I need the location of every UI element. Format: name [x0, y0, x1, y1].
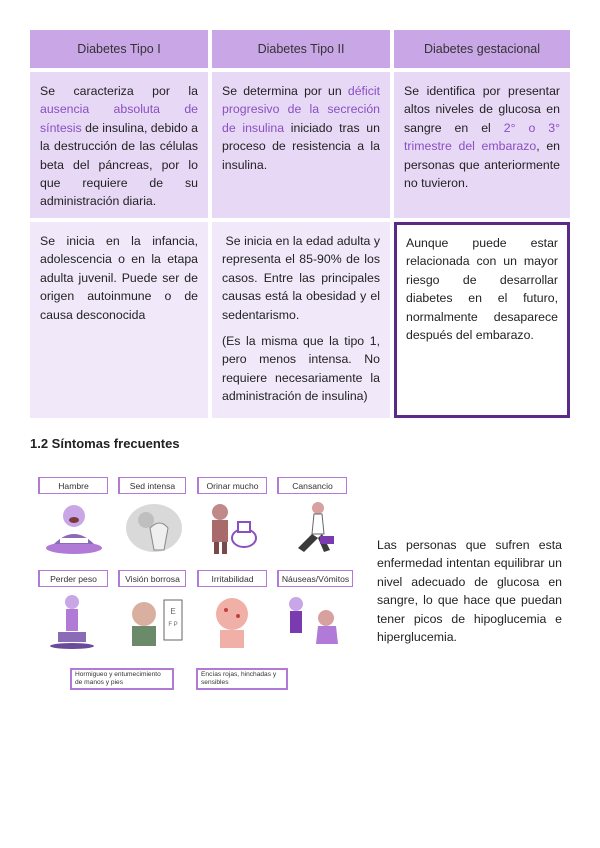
- table-row-onset: [30, 222, 570, 418]
- cell-gestacional-definition: Se identifica por presentar altos niveles de glucosa en sangre en el 2° o 3° trimestre del embarazo, en personas que anteriormente no tuvieron.: [394, 72, 570, 218]
- svg-text:F P: F P: [168, 622, 178, 628]
- table-header-row: [30, 30, 570, 68]
- cell-tipo-1-definition: Se caracteriza por la ausencia absoluta de síntesis de insulina, debido a la destrucción de las células beta del páncreas, por lo que requiere de su administración diaria.: [30, 72, 208, 218]
- highlight-text: ausencia absoluta de síntesis: [40, 102, 198, 135]
- blurred-vision-illustration-icon: [120, 592, 188, 650]
- highlight-text: 2° o 3° trimestre del embarazo: [404, 120, 561, 154]
- section-title: 1.2 Síntomas frecuentes: [30, 436, 180, 451]
- cell-gestacional-onset: Aunque puede estar relacionada con un mayor riesgo de desarrollar diabetes en el futuro, normalmente desaparece después del embarazo.: [394, 222, 570, 418]
- hunger-illustration-icon: [40, 498, 108, 556]
- tipo-2-note: (Es la misma que la tipo 1, pero menos intensa. No requiere necesariamente la administración de insulina): [222, 334, 380, 404]
- symptom-label-hambre: Hambre: [38, 477, 108, 494]
- table-row-definition: [30, 72, 570, 218]
- thirst-illustration-icon: [120, 498, 188, 556]
- nausea-illustration-icon: [278, 592, 346, 650]
- symptom-label-irritabilidad: Irritabilidad: [197, 570, 267, 587]
- symptom-label-hormigueo: Hormigueo y entumecimiento de manos y pies: [70, 668, 174, 690]
- header-gestacional: Diabetes gestacional: [394, 30, 570, 68]
- header-tipo-1: Diabetes Tipo I: [30, 30, 208, 68]
- symptom-label-cansancio: Cansancio: [277, 477, 347, 494]
- symptom-label-orinar: Orinar mucho: [197, 477, 267, 494]
- irritability-illustration-icon: [198, 592, 266, 650]
- svg-text:E: E: [170, 607, 176, 616]
- weight-loss-illustration-icon: [40, 592, 108, 650]
- symptom-label-sed: Sed intensa: [118, 477, 186, 494]
- header-tipo-2: Diabetes Tipo II: [212, 30, 390, 68]
- symptoms-description: Las personas que sufren esta enfermedad intentan equilibrar un nivel adecuado de glucosa en sangre, lo que hace que puedan tener picos de hipoglucemia e hiperglucemia.: [377, 538, 562, 645]
- symptom-label-nauseas: Náuseas/Vómitos: [277, 570, 353, 587]
- fatigue-illustration-icon: [278, 498, 346, 556]
- symptom-label-vision: Visión borrosa: [118, 570, 186, 587]
- diabetes-types-table: [30, 30, 570, 418]
- symptoms-illustration: [36, 472, 354, 697]
- urination-illustration-icon: [198, 498, 266, 556]
- cell-tipo-2-onset: Se inicia en la edad adulta y representa el 85-90% de los casos. Entre las principales causas está la obesidad y el sedentarismo. (Es la misma que la tipo 1, pero menos intensa. No requiere necesariamente la administración de insulina): [212, 222, 390, 418]
- highlight-text: déficit progresivo de la secreción de insulina: [222, 84, 380, 135]
- cell-tipo-1-onset: Se inicia en la infancia, adolescencia o en la etapa adulta juvenil. Puede ser de origen autoinmune o de causa desconocida: [30, 222, 208, 418]
- symptom-label-encias: Encías rojas, hinchadas y sensibles: [196, 668, 288, 690]
- symptom-label-perder-peso: Perder peso: [38, 570, 108, 587]
- cell-tipo-2-definition: Se determina por un déficit progresivo de la secreción de insulina iniciado tras un proceso de resistencia a la insulina.: [212, 72, 390, 218]
